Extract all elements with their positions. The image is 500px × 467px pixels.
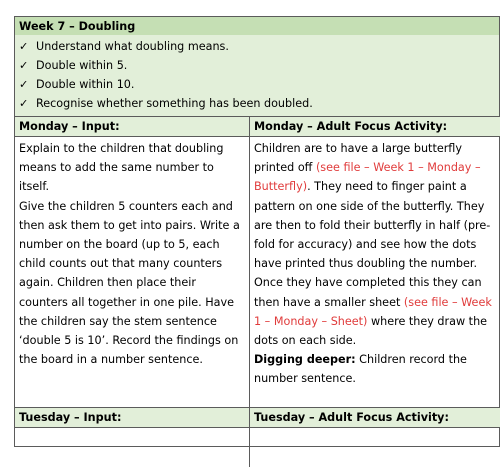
objective-item: ✓ Recognise whether something has been doubled. [19, 94, 495, 113]
digging-deeper: Digging deeper: Children record the number sentence. [254, 353, 467, 386]
monday-input-body [15, 137, 249, 404]
check-icon: ✓ [19, 78, 29, 91]
objective-item: ✓ Double within 5. [19, 56, 495, 75]
monday-adult-para1: Children are to have a large butterfly printed off (see file – Week 1 – Monday – Butterfly). They need to finger paint a pattern on one side of the butterfly. They are then to fold their butterfly in half (pre-fold for accuracy) and see how the dots have printed thus doubling the number. [254, 142, 491, 271]
activity-table [14, 117, 500, 447]
tuesday-adult-heading: Tuesday – Adult Focus Activity: [250, 407, 500, 428]
tuesday-input-heading: Tuesday – Input: [15, 407, 249, 428]
objective-item: ✓ Understand what doubling means. [19, 37, 495, 56]
monday-adult-heading: Monday – Adult Focus Activity: [250, 117, 500, 137]
objective-item: ✓ Double within 10. [19, 75, 495, 94]
file-reference-sheet: (see file – Week 1 – Monday – Sheet) [254, 295, 492, 328]
monday-adult-body [250, 137, 500, 404]
monday-input-heading: Monday – Input: [15, 117, 249, 137]
check-icon: ✓ [19, 40, 29, 53]
adult-focus-column [249, 117, 500, 446]
week-title [14, 16, 500, 36]
objectives-list [14, 35, 500, 117]
monday-input-intro: Explain to the children that doubling means to add the same number to itself. [19, 142, 224, 194]
input-column [15, 117, 249, 446]
monday-adult-para2: Once they have completed this they can then have a smaller sheet (see file – Week 1 – Monday – Sheet) where they draw the dots on each side. [254, 276, 492, 348]
file-reference-butterfly: (see file – Week 1 – Monday – Butterfly) [254, 161, 481, 194]
tuesday-adult-cell [249, 407, 500, 467]
week-title-text: Week 7 – Doubling [19, 20, 136, 33]
check-icon: ✓ [19, 59, 29, 72]
monday-input-activity: Give the children 5 counters each and then ask them to get into pairs. Write a number on the board (up to 5, each child counts out that many counters again. Children then place their counters all together in one pile. Have the children say the stem sentence ‘double 5 is 10’. Record the findings on the board in a number sentence. [19, 199, 240, 367]
check-icon: ✓ [19, 97, 29, 110]
tuesday-input-cell [15, 407, 249, 428]
digging-deeper-label: Digging deeper: [254, 353, 356, 367]
